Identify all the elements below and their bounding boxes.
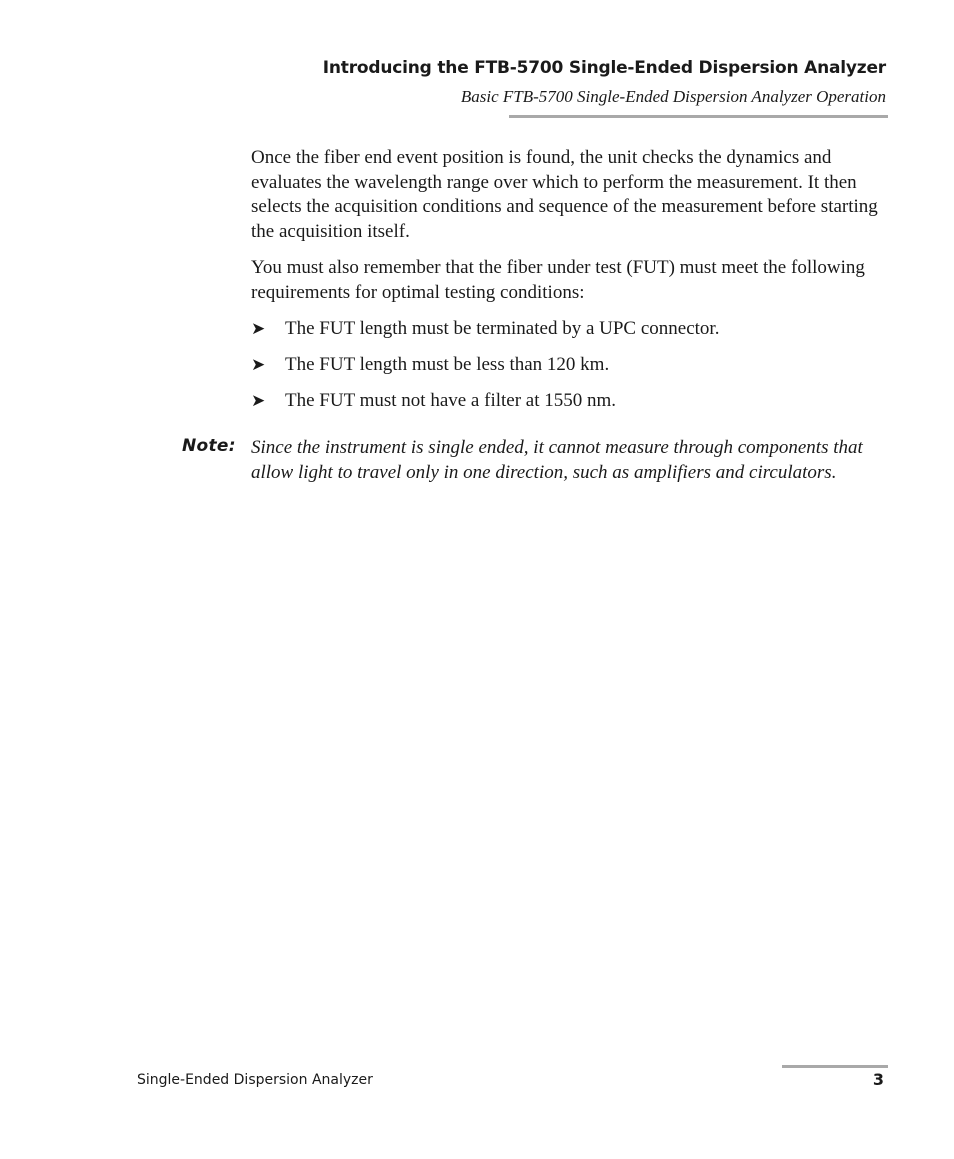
- bullet-text-2: The FUT length must be less than 120 km.: [285, 354, 610, 375]
- bullet-text-1: The FUT length must be terminated by a UPC connector.: [285, 318, 720, 339]
- bullet-item-3: [251, 389, 616, 413]
- page-number: 3: [872, 1070, 884, 1089]
- arrow-bullet-icon: ➤: [251, 319, 266, 339]
- bullet-text-3: The FUT must not have a filter at 1550 nm.: [285, 390, 617, 411]
- arrow-bullet-icon: ➤: [251, 355, 266, 375]
- bullet-item-2: [251, 353, 609, 377]
- arrow-bullet-icon: ➤: [251, 391, 266, 411]
- bullet-item-1: [251, 317, 719, 341]
- body-paragraph-1: Once the fiber end event position is found, the unit checks the dynamics and evaluates the wavelength range over which to perform the measurement. It then selects the acquisition conditions and sequence of the measurement before starting the acquisition itself.: [251, 147, 878, 242]
- page-header-title: Introducing the FTB-5700 Single-Ended Dispersion Analyzer: [322, 58, 886, 78]
- footer-divider: [782, 1065, 888, 1068]
- note-text: Since the instrument is single ended, it cannot measure through components that allow light to travel only in one direction, such as amplifiers and circulators.: [251, 437, 863, 483]
- body-paragraph-2: You must also remember that the fiber under test (FUT) must meet the following requirements for optimal testing conditions:: [251, 257, 865, 303]
- footer-document-title: Single-Ended Dispersion Analyzer: [137, 1072, 373, 1088]
- note-label: Note:: [182, 436, 236, 456]
- header-divider: [509, 115, 888, 118]
- page-header-subtitle: Basic FTB-5700 Single-Ended Dispersion Analyzer Operation: [460, 87, 886, 106]
